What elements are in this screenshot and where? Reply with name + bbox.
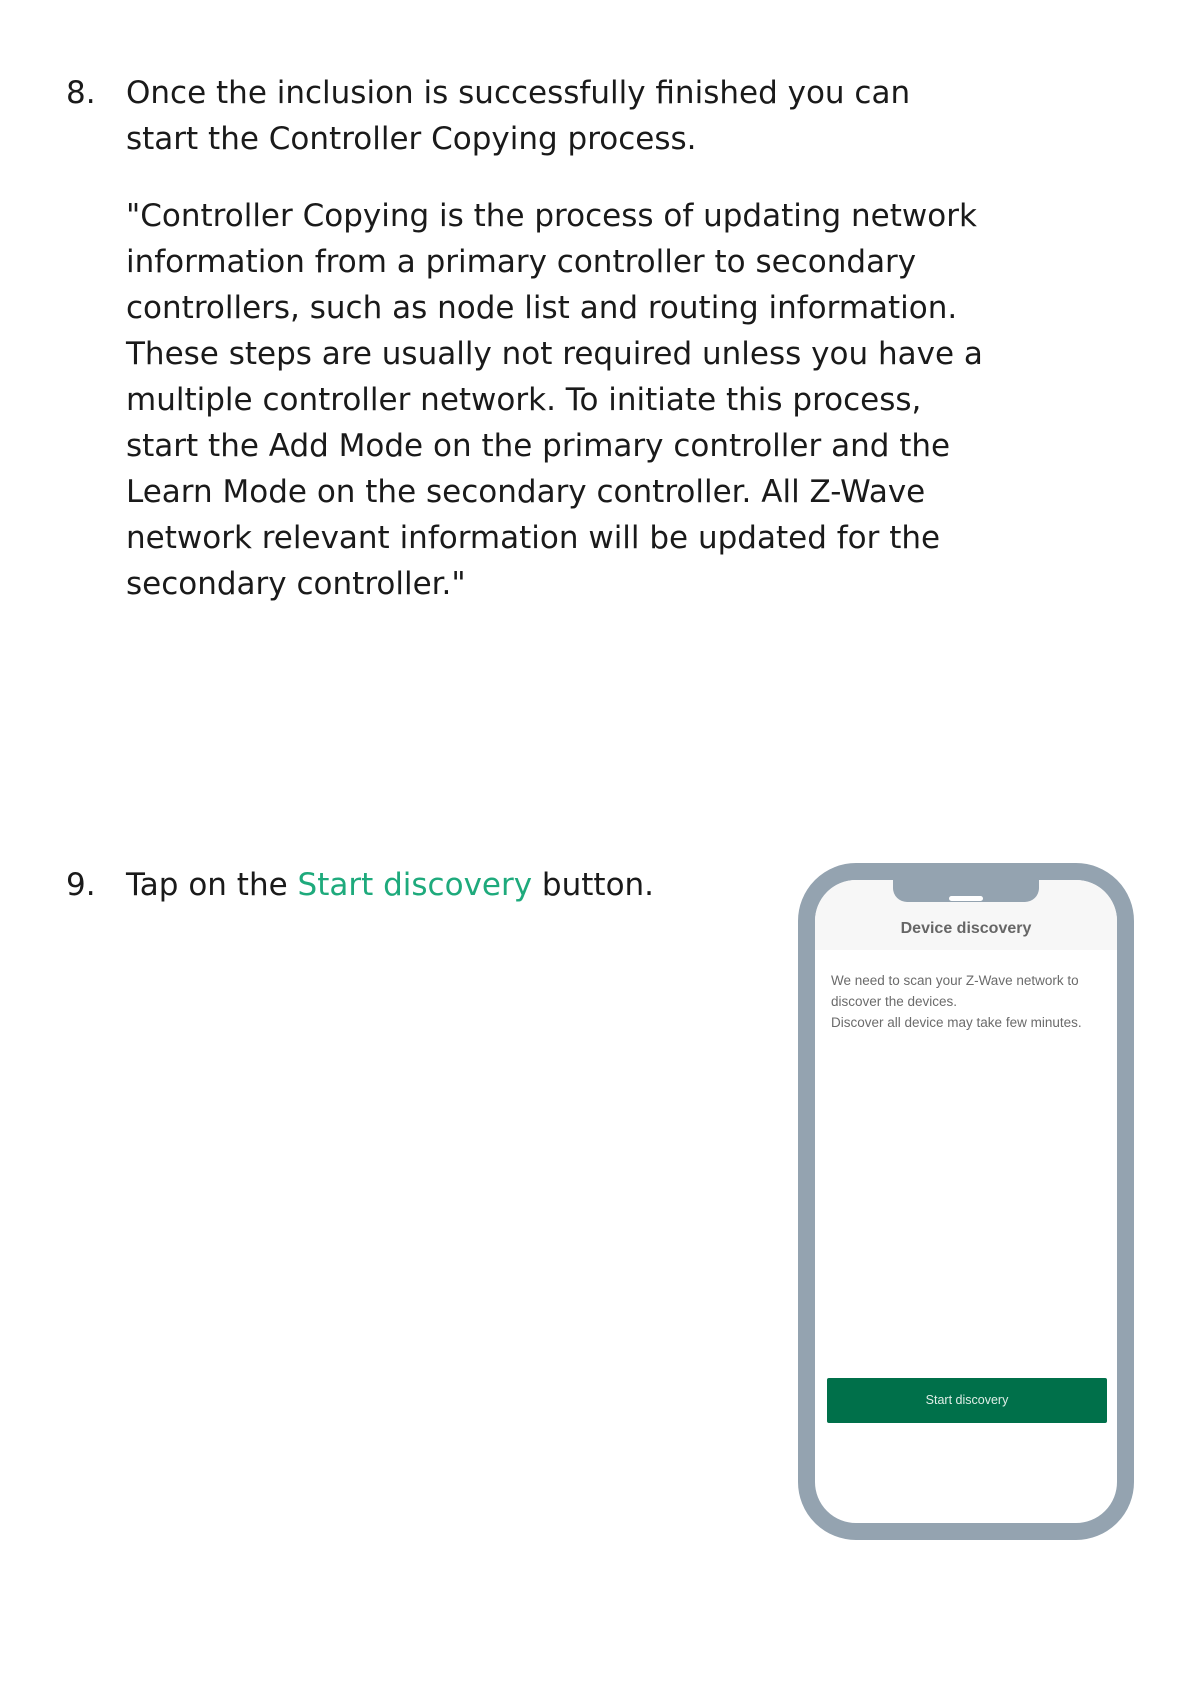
start-discovery-highlight: Start discovery — [297, 867, 533, 903]
start-discovery-button[interactable]: Start discovery — [827, 1378, 1107, 1423]
step-9 — [66, 862, 746, 908]
step-8 — [66, 70, 986, 607]
phone-mockup — [798, 863, 1134, 1540]
instruction-suffix: button. — [532, 867, 655, 903]
description-line: Discover all device may take few minutes. — [831, 1015, 1082, 1030]
description-line: We need to scan your Z-Wave network to discover the devices. — [831, 973, 1079, 1009]
controller-copying-quote: "Controller Copying is the process of updating network information from a primary controller to secondary controllers, such as node list and routing information. These steps are usually not required unless you have a multiple controller network. To initiate this process, start the Add Mode on the primary controller and the Learn Mode on the secondary controller. All Z-Wave network relevant information will be updated for the secondary controller." — [126, 198, 983, 602]
step-instruction — [126, 862, 746, 908]
step-body — [126, 862, 746, 908]
instruction-prefix: Tap on the — [126, 867, 298, 903]
step-number: 9. — [66, 867, 96, 903]
discovery-description — [831, 970, 1101, 1033]
step-number: 8. — [66, 75, 96, 111]
step-body — [126, 70, 986, 607]
phone-notch — [893, 878, 1039, 902]
step-instruction: Once the inclusion is successfully finished you can start the Controller Copying process. — [126, 75, 911, 157]
screen-title: Device discovery — [900, 920, 1032, 937]
speaker-icon — [949, 896, 983, 901]
